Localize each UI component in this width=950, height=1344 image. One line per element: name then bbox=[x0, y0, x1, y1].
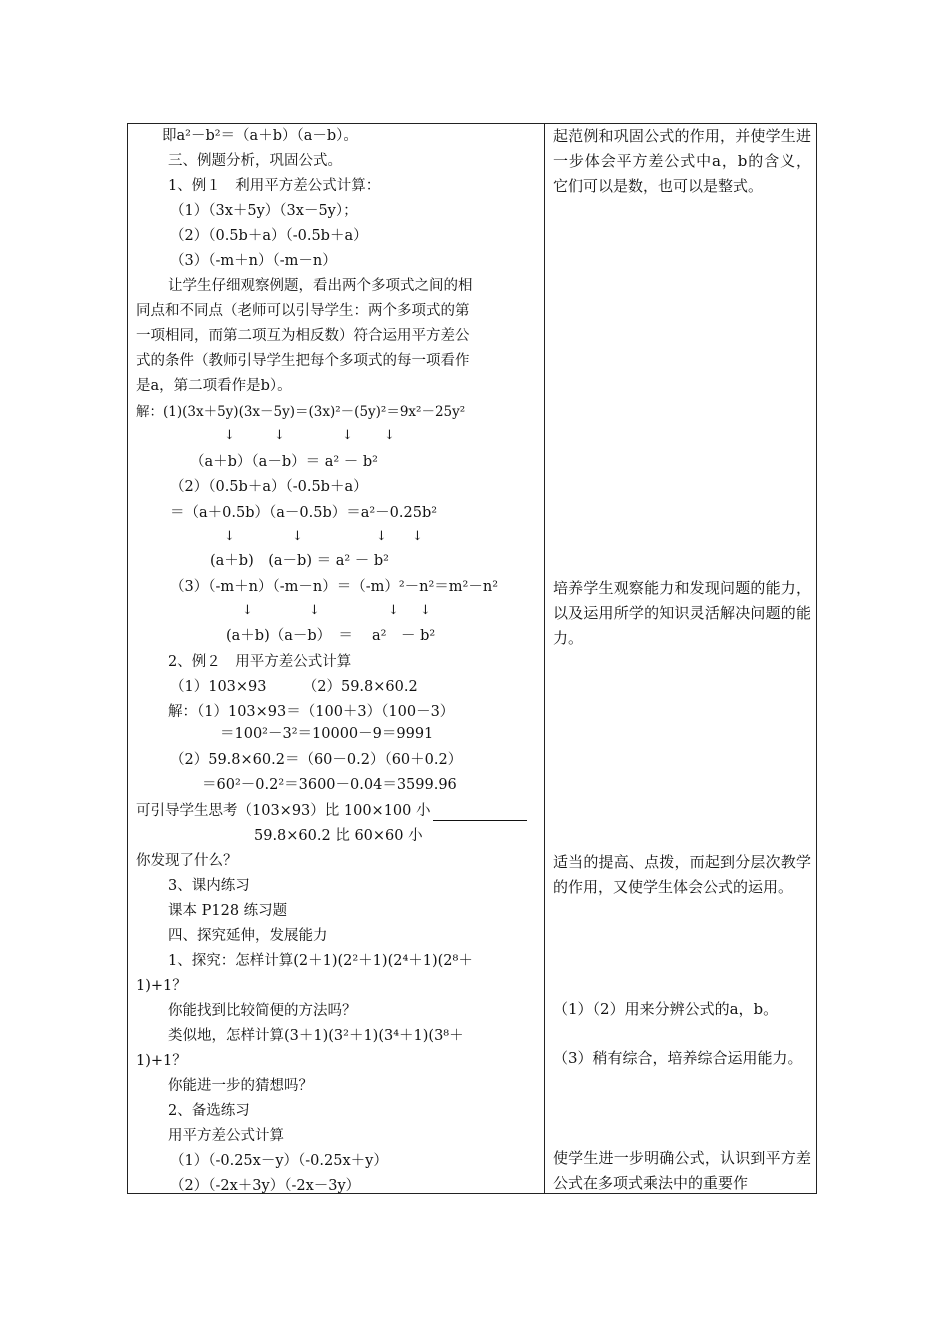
exercise-item: （1）（-0.25x－y）（-0.25x＋y） bbox=[170, 1153, 388, 1169]
teaching-note: （3）稍有综合，培养综合运用能力。 bbox=[553, 1049, 803, 1067]
prompt-line bbox=[136, 801, 527, 821]
question-line: 你发现了什么？ bbox=[136, 853, 238, 869]
section-heading: 四、探究延伸，发展能力 bbox=[168, 928, 328, 944]
example-heading: 2、例２ 用平方差公式计算 bbox=[168, 654, 352, 670]
down-arrow-icon: ↓ bbox=[412, 529, 423, 544]
solution-line: ＝（a＋0.5b）（a－0.5b）＝a²－0.25b² bbox=[170, 505, 438, 521]
text-line: 课本 P128 练习题 bbox=[168, 903, 288, 919]
exercise-item: （3）（-m＋n）（-m－n） bbox=[170, 253, 337, 269]
down-arrow-icon: ↓ bbox=[224, 529, 235, 544]
example-heading: 1、例１ 利用平方差公式计算： bbox=[168, 178, 381, 194]
text-line: 1)+1？ bbox=[136, 978, 187, 994]
down-arrow-icon: ↓ bbox=[309, 603, 320, 618]
question-line: 你能找到比较简便的方法吗？ bbox=[168, 1003, 357, 1019]
solution-line: （2）59.8×60.2＝（60－0.2）（60＋0.2） bbox=[170, 752, 463, 768]
text-line: 让学生仔细观察例题，看出两个多项式之间的相 bbox=[168, 278, 473, 294]
text-line: 1)+1？ bbox=[136, 1053, 187, 1069]
section-heading: 三、例题分析，巩固公式。 bbox=[168, 153, 342, 169]
solution-line: ＝60²－0.2²＝3600－0.04＝3599.96 bbox=[202, 777, 457, 793]
column-divider bbox=[544, 123, 545, 1194]
question-line: 你能进一步的猜想吗？ bbox=[168, 1078, 313, 1094]
prompt-text: 可引导学生思考（103×93）比 100×100 小 bbox=[136, 803, 431, 819]
exercise-item: （2）（0.5b＋a）（-0.5b＋a） bbox=[170, 479, 368, 495]
down-arrow-icon: ↓ bbox=[242, 603, 253, 618]
exercise-item: （1）（3x＋5y）（3x－5y）； bbox=[170, 203, 358, 219]
solution-line: （3）（-m＋n）（-m－n）＝（-m）²－n²＝m²－n² bbox=[170, 579, 499, 595]
answer-blank bbox=[433, 806, 527, 821]
down-arrow-icon: ↓ bbox=[292, 529, 303, 544]
text-line: 即a²－b²＝（a＋b）（a－b）。 bbox=[162, 128, 358, 144]
exercise-item: （2）（-2x＋3y）（-2x－3y） bbox=[170, 1178, 361, 1194]
teaching-note: 培养学生观察能力和发现问题的能力，以及运用所学的知识灵活解决问题的能力。 bbox=[553, 579, 811, 647]
formula-pattern: (a＋b)（a－b） ＝ a² － b² bbox=[226, 628, 436, 644]
down-arrow-icon: ↓ bbox=[342, 428, 353, 443]
section-heading: 2、备选练习 bbox=[168, 1103, 250, 1119]
down-arrow-icon: ↓ bbox=[376, 529, 387, 544]
solution-line: ＝100²－3²＝10000－9＝9991 bbox=[220, 726, 434, 742]
text-line: 1、探究：怎样计算(2＋1)(2²＋1)(2⁴＋1)(2⁸＋ bbox=[168, 953, 473, 969]
teaching-note: 使学生进一步明确公式，认识到平方差公式在多项式乘法中的重要作 bbox=[553, 1149, 811, 1192]
down-arrow-icon: ↓ bbox=[224, 428, 235, 443]
text-line: 一项相同，而第二项互为相反数）符合运用平方差公 bbox=[136, 328, 470, 344]
text-line: 是a，第二项看作是b）。 bbox=[136, 378, 292, 394]
down-arrow-icon: ↓ bbox=[388, 603, 399, 618]
formula-pattern: (a＋b) (a－b) ＝ a² － b² bbox=[210, 553, 389, 569]
down-arrow-icon: ↓ bbox=[384, 428, 395, 443]
solution-line: 解：(1)(3x＋5y)(3x－5y)＝(3x)²－(5y)²＝9x²－25y² bbox=[136, 404, 466, 420]
solution-line: 解：（1）103×93＝（100＋3）（100－3） bbox=[168, 704, 455, 720]
text-line: 同点和不同点（老师可以引导学生：两个多项式的第 bbox=[136, 303, 470, 319]
prompt-line: 59.8×60.2 比 60×60 小 bbox=[254, 828, 423, 844]
teaching-note: 起范例和巩固公式的作用，并使学生进一步体会平方差公式中a，b的含义，它们可以是数，也可以是整式。 bbox=[553, 127, 811, 195]
teaching-note: （1）（2）用来分辨公式的a，b。 bbox=[553, 1000, 779, 1018]
exercise-item: （2）（0.5b＋a）（-0.5b＋a） bbox=[170, 228, 368, 244]
text-line: 类似地，怎样计算(3＋1)(3²＋1)(3⁴＋1)(3⁸＋ bbox=[168, 1028, 464, 1044]
section-heading: 3、课内练习 bbox=[168, 878, 250, 894]
formula-pattern: （a＋b）（a－b）＝ a² － b² bbox=[190, 454, 378, 470]
text-line: 式的条件（教师引导学生把每个多项式的每一项看作 bbox=[136, 353, 470, 369]
down-arrow-icon: ↓ bbox=[274, 428, 285, 443]
exercise-item: （1）103×93 （2）59.8×60.2 bbox=[170, 679, 418, 695]
text-line: 用平方差公式计算 bbox=[168, 1128, 284, 1144]
down-arrow-icon: ↓ bbox=[420, 603, 431, 618]
teaching-note: 适当的提高、点拨，而起到分层次教学的作用，又使学生体会公式的运用。 bbox=[553, 853, 811, 896]
